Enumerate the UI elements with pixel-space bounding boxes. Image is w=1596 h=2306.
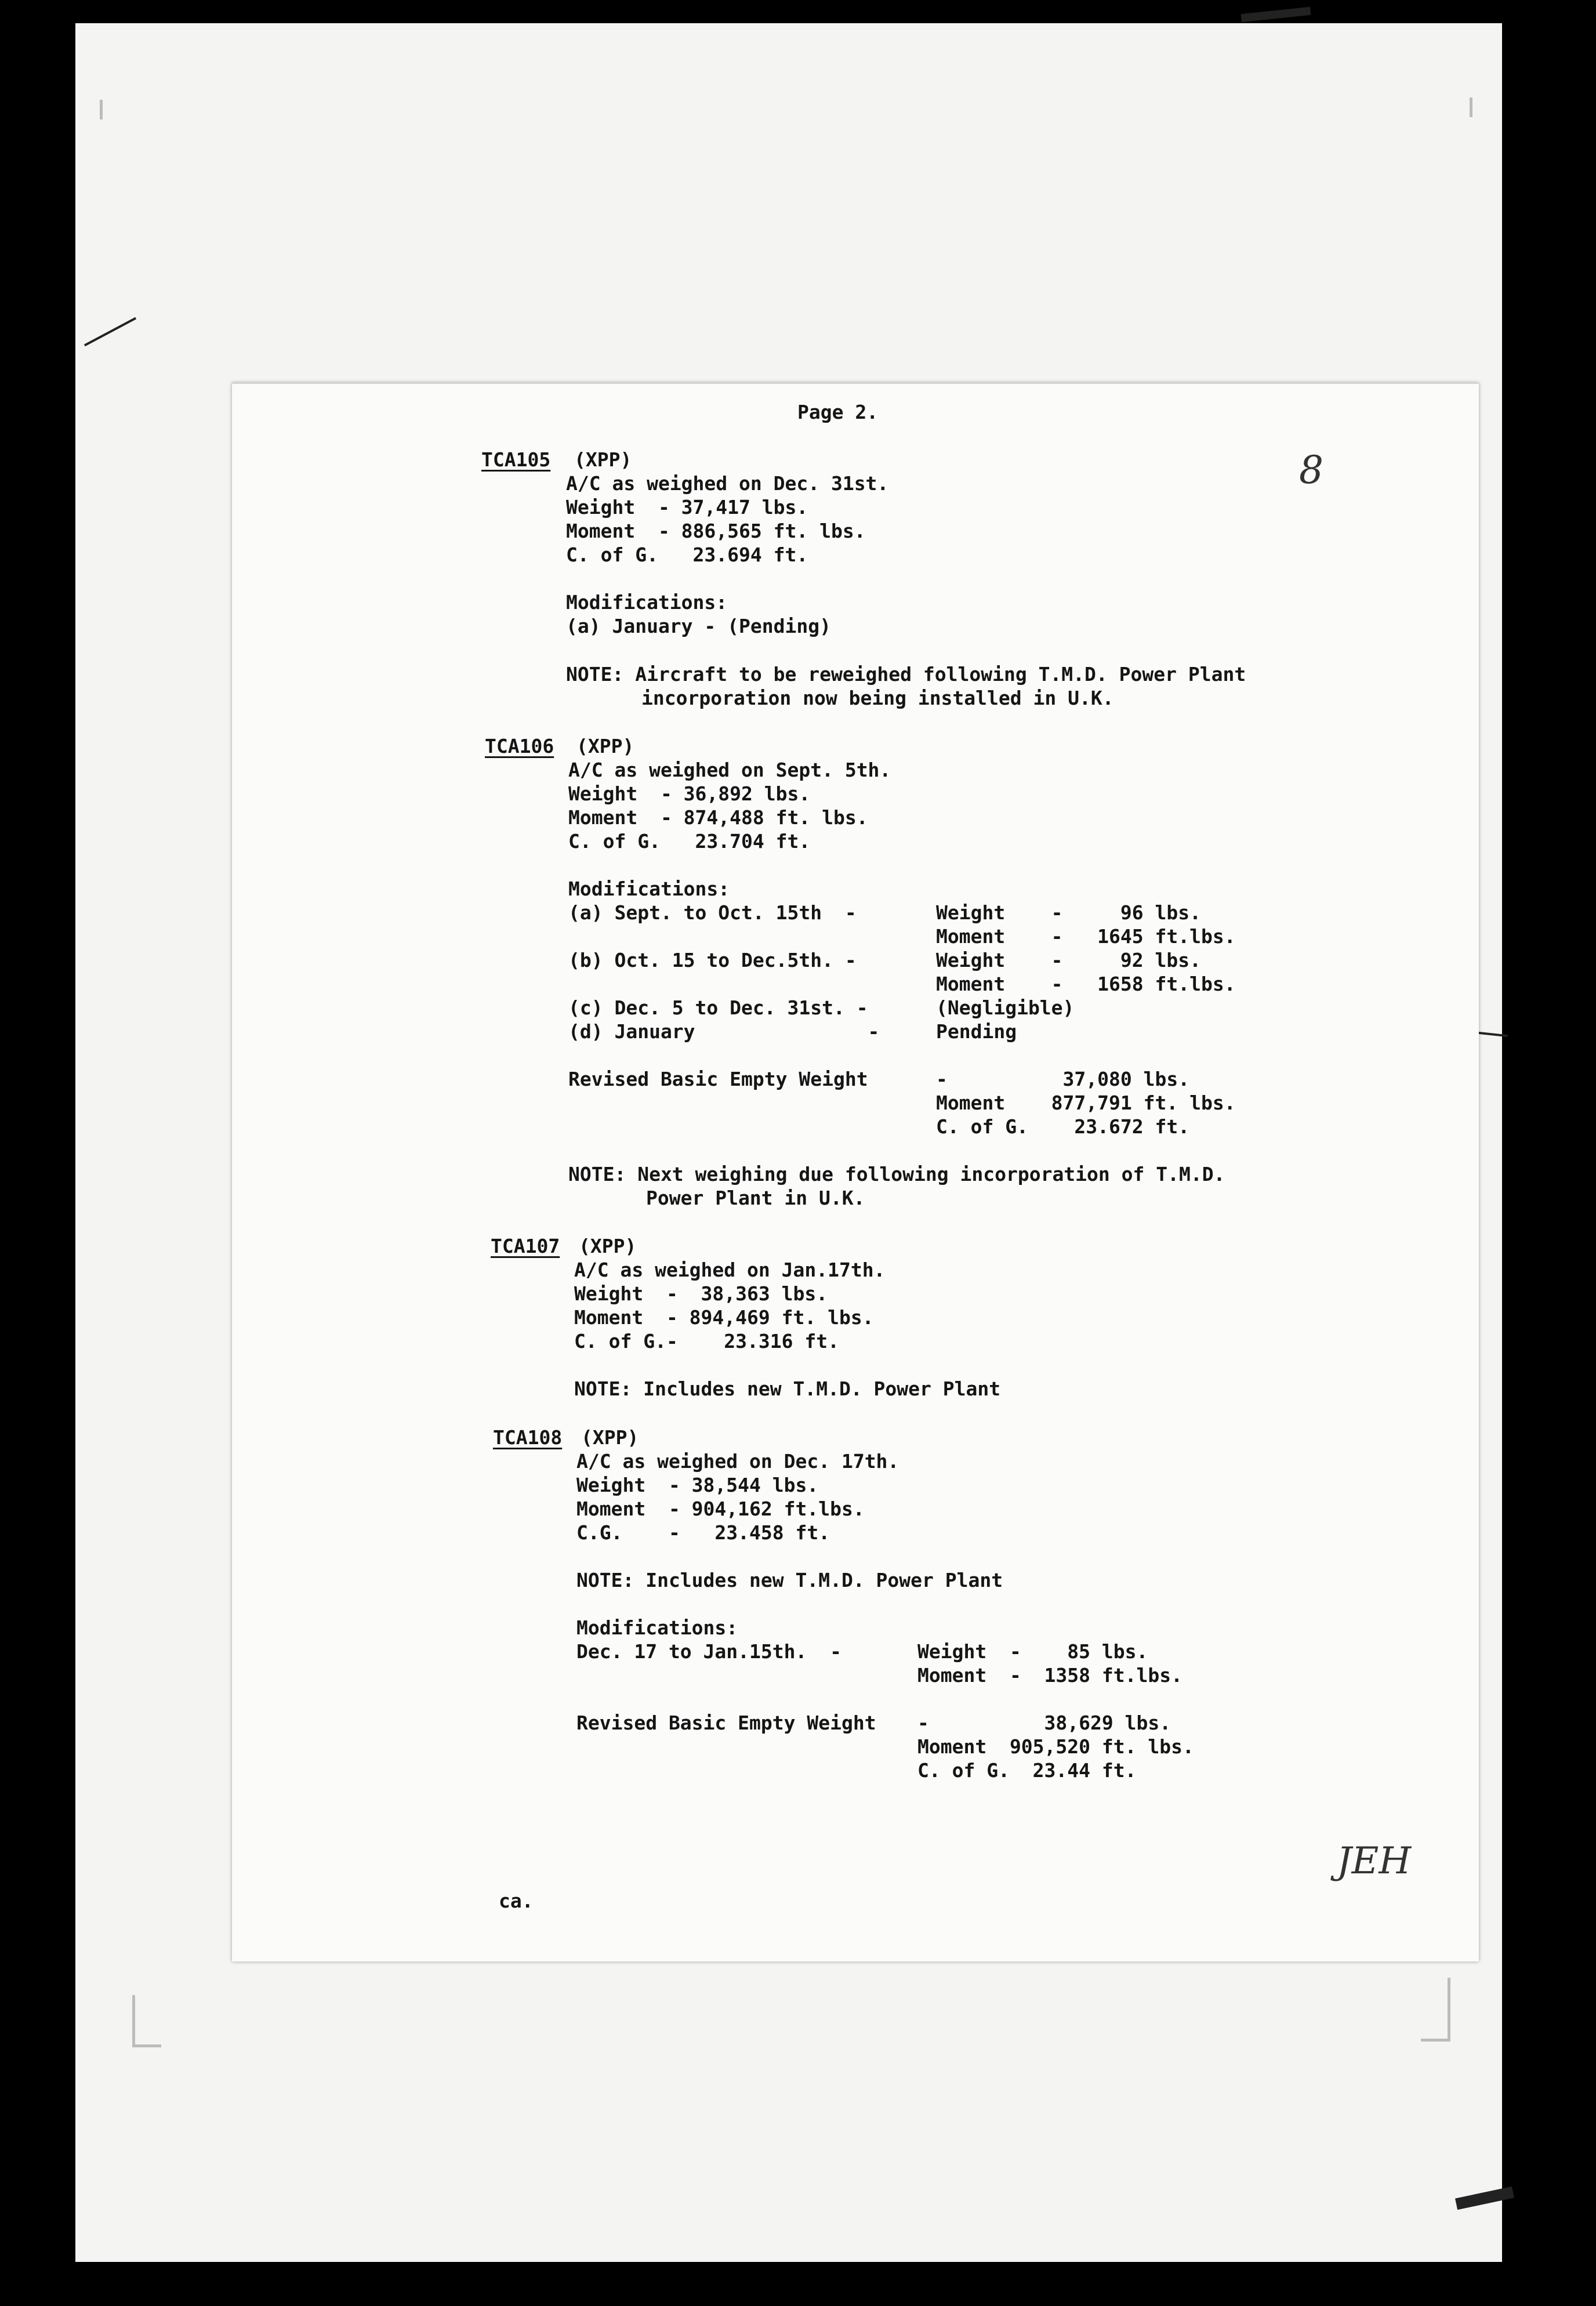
page-number: Page 2. <box>797 401 879 423</box>
weight-line: Weight - 38,363 lbs. <box>574 1282 828 1305</box>
revised-weight-label: Revised Basic Empty Weight <box>568 1068 868 1090</box>
crop-mark-bottom-right-h <box>1421 2039 1450 2042</box>
modification-value: Moment - 1358 ft.lbs. <box>917 1664 1183 1687</box>
note-line: NOTE: Includes new T.M.D. Power Plant <box>576 1569 1003 1591</box>
moment-line: Moment - 894,469 ft. lbs. <box>574 1306 874 1329</box>
crop-mark-bottom-left-v <box>132 1995 135 2047</box>
modification-period: (a) Sept. to Oct. 15th - <box>568 901 857 924</box>
crop-mark-top-left <box>100 100 103 119</box>
cog-line: C. of G. 23.704 ft. <box>568 830 811 853</box>
aircraft-id: TCA107 <box>491 1235 560 1257</box>
cog-line: C. of G.- 23.316 ft. <box>574 1330 839 1353</box>
handwritten-initials: JEH <box>1337 1840 1412 1883</box>
cog-line: C. of G. 23.694 ft. <box>566 543 808 566</box>
modification-period: (c) Dec. 5 to Dec. 31st. - <box>568 996 868 1019</box>
revised-weight-value: - 38,629 lbs. <box>917 1712 1171 1734</box>
moment-line: Moment - 904,162 ft.lbs. <box>576 1498 865 1520</box>
aircraft-type: (XPP) <box>576 735 634 757</box>
modification-period: (b) Oct. 15 to Dec.5th. - <box>568 949 857 971</box>
modification-value: Moment - 1658 ft.lbs. <box>936 973 1236 995</box>
crop-mark-top-right <box>1470 97 1472 117</box>
folio-number: 8 <box>1299 448 1323 492</box>
crop-mark-bottom-left-h <box>132 2044 161 2047</box>
typist-reference: ca. <box>499 1890 534 1912</box>
cog-line: C.G. - 23.458 ft. <box>576 1521 830 1544</box>
modification-line: (a) January - (Pending) <box>566 615 831 637</box>
revised-cog-value: C. of G. 23.672 ft. <box>936 1115 1190 1138</box>
note-line: incorporation now being installed in U.K. <box>641 687 1114 709</box>
modification-value: Weight - 85 lbs. <box>917 1640 1148 1663</box>
note-line: Power Plant in U.K. <box>646 1187 865 1209</box>
aircraft-type: (XPP) <box>574 448 632 471</box>
note-line: NOTE: Aircraft to be reweighed following T.M.D. Power Plant <box>566 663 1246 686</box>
weighed-line: A/C as weighed on Dec. 31st. <box>566 472 889 495</box>
weighed-line: A/C as weighed on Jan.17th. <box>574 1259 886 1281</box>
aircraft-type: (XPP) <box>581 1426 639 1449</box>
modification-period: Dec. 17 to Jan.15th. - <box>576 1640 841 1663</box>
revised-cog-value: C. of G. 23.44 ft. <box>917 1759 1137 1782</box>
aircraft-id: TCA106 <box>485 735 554 757</box>
weight-line: Weight - 37,417 lbs. <box>566 496 808 519</box>
modification-value: (Negligible) <box>936 996 1075 1019</box>
modification-value: Pending <box>936 1020 1017 1043</box>
weight-line: Weight - 36,892 lbs. <box>568 782 811 805</box>
modifications-heading: Modifications: <box>576 1616 738 1639</box>
revised-weight-value: - 37,080 lbs. <box>936 1068 1190 1090</box>
note-line: NOTE: Next weighing due following incorporation of T.M.D. <box>568 1163 1225 1185</box>
revised-weight-label: Revised Basic Empty Weight <box>576 1712 876 1734</box>
modification-value: Weight - 92 lbs. <box>936 949 1201 971</box>
crop-mark-bottom-right-v <box>1448 1978 1450 2042</box>
scan-speck <box>1241 7 1311 22</box>
modifications-heading: Modifications: <box>568 878 730 900</box>
moment-line: Moment - 886,565 ft. lbs. <box>566 520 866 542</box>
weighed-line: A/C as weighed on Sept. 5th. <box>568 759 891 781</box>
modification-value: Moment - 1645 ft.lbs. <box>936 925 1236 948</box>
revised-moment-value: Moment 905,520 ft. lbs. <box>917 1735 1194 1758</box>
note-line: NOTE: Includes new T.M.D. Power Plant <box>574 1377 1001 1400</box>
modifications-heading: Modifications: <box>566 591 728 614</box>
weighed-line: A/C as weighed on Dec. 17th. <box>576 1450 899 1473</box>
modification-value: Weight - 96 lbs. <box>936 901 1201 924</box>
revised-moment-value: Moment 877,791 ft. lbs. <box>936 1092 1236 1114</box>
moment-line: Moment - 874,488 ft. lbs. <box>568 806 868 829</box>
weight-line: Weight - 38,544 lbs. <box>576 1474 819 1496</box>
document-sheet <box>232 383 1479 1961</box>
aircraft-id: TCA108 <box>493 1426 563 1449</box>
aircraft-type: (XPP) <box>579 1235 637 1257</box>
modification-period: (d) January - <box>568 1020 880 1043</box>
aircraft-id: TCA105 <box>481 448 551 471</box>
